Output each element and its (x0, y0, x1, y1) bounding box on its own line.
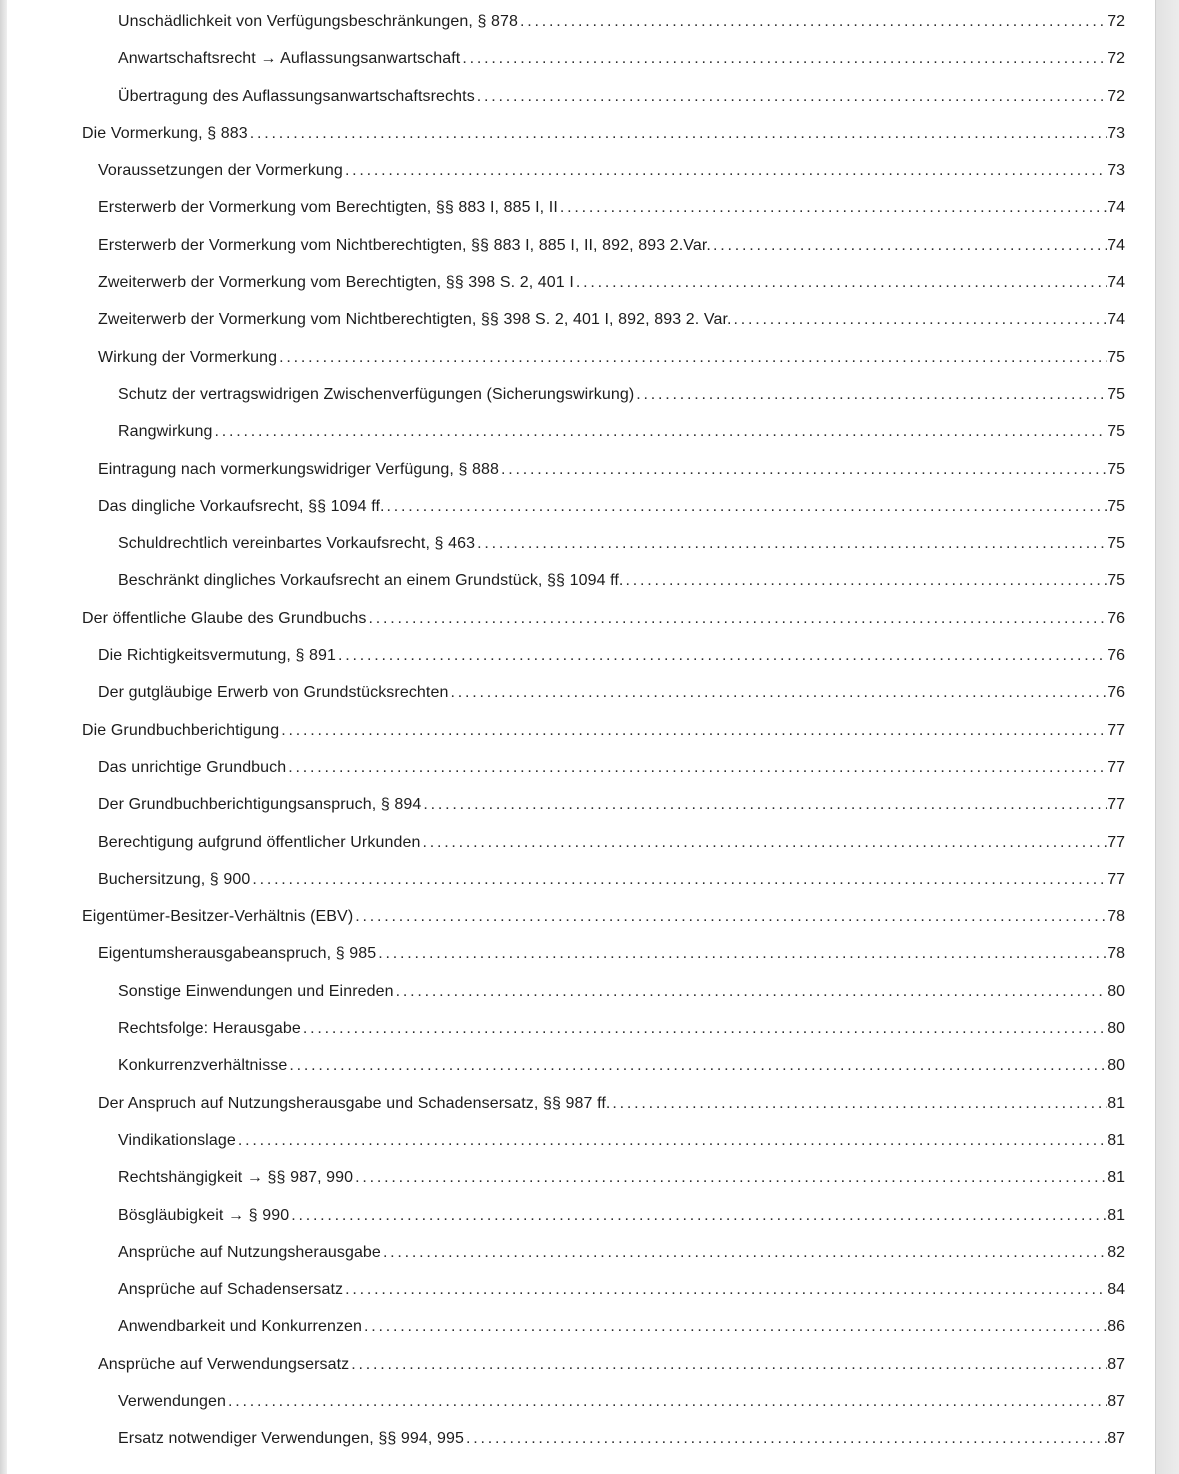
toc-entry[interactable] (82, 264, 1125, 301)
toc-entry[interactable] (82, 1271, 1125, 1308)
dot-leader (477, 525, 1107, 562)
dot-leader (279, 339, 1107, 376)
toc-entry-label: Rechtsfolge: Herausgabe (118, 1020, 301, 1038)
toc-entry[interactable] (82, 227, 1125, 264)
toc-entry-page-number: 77 (1107, 758, 1125, 776)
toc-entry-label: Übertragung des Auflassungsanwartschaftsrechts (118, 87, 475, 105)
dot-leader (383, 1234, 1107, 1271)
toc-entry-page-number: 74 (1107, 274, 1125, 292)
toc-entry-label: Ersatz notwendiger Verwendungen, §§ 994, 995 (118, 1430, 464, 1448)
toc-entry-page-number: 77 (1107, 796, 1125, 814)
toc-entry-label: Die Grundbuchberichtigung (82, 721, 280, 739)
dot-leader (625, 562, 1107, 599)
toc-entry-label: Die Richtigkeitsvermutung, § 891 (98, 647, 336, 665)
toc-entry-page-number: 75 (1107, 385, 1125, 403)
dot-leader (520, 3, 1107, 40)
dot-leader (378, 935, 1107, 972)
toc-entry[interactable] (82, 1234, 1125, 1271)
dot-leader (252, 861, 1107, 898)
toc-entry-label: Unschädlichkeit von Verfügungsbeschränkungen, § 878 (118, 13, 519, 30)
toc-entry-label: Schutz der vertragswidrigen Zwischenverfügungen (Sicherungswirkung) (118, 385, 635, 403)
toc-entry[interactable] (82, 1383, 1125, 1420)
dot-leader (477, 78, 1107, 115)
dot-leader (303, 1010, 1107, 1047)
toc-entry-page-number: 72 (1107, 87, 1125, 105)
dot-leader (422, 824, 1107, 861)
dot-leader (228, 1383, 1107, 1420)
toc-entry-label: Eigentumsherausgabeanspruch, § 985 (98, 945, 377, 963)
toc-entry-label: Zweiterwerb der Vormerkung vom Nichtberechtigten, §§ 398 S. 2, 401 I, 892, 893 2. Var. (98, 311, 732, 329)
dot-leader (612, 1085, 1107, 1122)
toc-entry-page-number: 72 (1107, 50, 1125, 68)
toc-entry-label: Eigentümer-Besitzer-Verhältnis (EBV) (82, 908, 354, 926)
toc-entry[interactable] (82, 1085, 1125, 1122)
dot-leader (462, 40, 1107, 77)
toc-entry-page-number: 80 (1107, 982, 1125, 1000)
toc-entry[interactable] (82, 935, 1125, 972)
dot-leader (636, 376, 1107, 413)
toc-entry-label: Verwendungen (118, 1392, 226, 1410)
toc-entry[interactable] (82, 786, 1125, 823)
toc-entry-label: Zweiterwerb der Vormerkung vom Berechtigten, §§ 398 S. 2, 401 I (98, 274, 574, 292)
toc-entry-page-number: 82 (1107, 1243, 1125, 1261)
toc-entry-label: Berechtigung aufgrund öffentlicher Urkunden (98, 833, 421, 851)
toc-entry-page-number: 76 (1107, 684, 1125, 702)
toc-entry-page-number: 75 (1107, 348, 1125, 366)
toc-entry[interactable] (82, 674, 1125, 711)
toc-entry[interactable] (82, 152, 1125, 189)
toc-entry-page-number: 87 (1107, 1392, 1125, 1410)
toc-entry-label: Schuldrechtlich vereinbartes Vorkaufsrecht, § 463 (118, 535, 476, 553)
toc-entry-page-number: 75 (1107, 572, 1125, 590)
dot-leader (345, 1271, 1107, 1308)
dot-leader (450, 674, 1107, 711)
dot-leader (351, 1346, 1107, 1383)
toc-entry[interactable] (82, 189, 1125, 226)
dot-leader (396, 973, 1108, 1010)
toc-entry[interactable] (82, 712, 1125, 749)
dot-leader (713, 227, 1107, 264)
toc-entry-label: Rangwirkung (118, 423, 213, 441)
dot-leader (364, 1308, 1107, 1345)
toc-entry-label: Ansprüche auf Schadensersatz (118, 1281, 344, 1299)
toc-entry-page-number: 81 (1107, 1094, 1125, 1112)
toc-entry-page-number: 75 (1107, 460, 1125, 478)
toc-entry-label: Buchersitzung, § 900 (98, 870, 251, 888)
toc-entry-page-number: 72 (1107, 13, 1125, 30)
toc-entry-page-number: 84 (1107, 1281, 1125, 1299)
toc-entry[interactable] (82, 749, 1125, 786)
toc-entry[interactable] (82, 600, 1125, 637)
toc-entry[interactable] (82, 78, 1125, 115)
toc-entry[interactable] (82, 488, 1125, 525)
toc-entry[interactable] (82, 1047, 1125, 1084)
toc-entry-page-number: 81 (1107, 1131, 1125, 1149)
toc-entry[interactable] (82, 525, 1125, 562)
dot-leader (501, 451, 1107, 488)
toc-entry[interactable] (82, 40, 1125, 77)
toc-entry-page-number: 75 (1107, 497, 1125, 515)
toc-entry-label: Der gutgläubige Erwerb von Grundstücksrechten (98, 684, 449, 702)
toc-entry[interactable] (82, 115, 1125, 152)
toc-entry-page-number: 77 (1107, 833, 1125, 851)
toc-entry-page-number: 80 (1107, 1057, 1125, 1075)
toc-entry[interactable] (82, 637, 1125, 674)
toc-entry-page-number: 74 (1107, 236, 1125, 254)
toc-entry-label: Ersterwerb der Vormerkung vom Nichtberechtigten, §§ 883 I, 885 I, II, 892, 893 2.Var. (98, 236, 711, 254)
toc-entry-label: Rechtshängigkeit → §§ 987, 990 (118, 1169, 354, 1187)
toc-entry[interactable] (82, 1159, 1125, 1196)
toc-entry-label: Das unrichtige Grundbuch (98, 758, 287, 776)
viewer-left-edge (0, 0, 7, 1474)
toc-entry-label: Eintragung nach vormerkungswidriger Verfügung, § 888 (98, 460, 499, 478)
toc-entry[interactable] (82, 1010, 1125, 1047)
dot-leader (288, 749, 1107, 786)
dot-leader (466, 1420, 1107, 1457)
toc-entry-label: Wirkung der Vormerkung (98, 348, 278, 366)
toc-entry-page-number: 74 (1107, 311, 1125, 329)
dot-leader (355, 898, 1107, 935)
toc-entry[interactable] (82, 413, 1125, 450)
dot-leader (560, 189, 1107, 226)
toc-entry-label: Vindikationslage (118, 1131, 236, 1149)
dot-leader (734, 301, 1108, 338)
dot-leader (387, 488, 1108, 525)
toc-entry-label: Der Grundbuchberichtigungsanspruch, § 894 (98, 796, 422, 814)
toc-entry-label: Ansprüche auf Verwendungsersatz (98, 1355, 350, 1373)
dot-leader (214, 413, 1107, 450)
dot-leader (291, 1197, 1107, 1234)
toc-entry-page-number: 75 (1107, 535, 1125, 553)
toc-entry[interactable] (82, 562, 1125, 599)
dot-leader (423, 786, 1107, 823)
toc-entry-page-number: 77 (1107, 721, 1125, 739)
toc-entry-label: Der Anspruch auf Nutzungsherausgabe und Schadensersatz, §§ 987 ff. (98, 1094, 611, 1112)
toc-entry[interactable] (82, 376, 1125, 413)
toc-entry-label: Die Vormerkung, § 883 (82, 124, 248, 142)
toc-entry-page-number: 77 (1107, 870, 1125, 888)
toc-entry[interactable] (82, 973, 1125, 1010)
toc-entry-label: Ersterwerb der Vormerkung vom Berechtigten, §§ 883 I, 885 I, II (98, 199, 558, 217)
toc-entry-label: Anwartschaftsrecht → Auflassungsanwartschaft (118, 50, 461, 68)
dot-leader (281, 712, 1107, 749)
toc-entry[interactable] (82, 301, 1125, 338)
toc-entry-page-number: 73 (1107, 124, 1125, 142)
toc-entry[interactable] (82, 339, 1125, 376)
toc-entry-page-number: 75 (1107, 423, 1125, 441)
dot-leader (368, 600, 1107, 637)
toc-entry-label: Voraussetzungen der Vormerkung (98, 162, 343, 180)
toc-entry-page-number: 76 (1107, 609, 1125, 627)
toc-entry[interactable] (82, 824, 1125, 861)
toc-entry[interactable] (82, 1308, 1125, 1345)
toc-entry[interactable] (82, 1346, 1125, 1383)
toc-entry-label: Ansprüche auf Nutzungsherausgabe (118, 1243, 381, 1261)
dot-leader (289, 1047, 1107, 1084)
toc-entry[interactable] (82, 1122, 1125, 1159)
toc-entry-page-number: 87 (1107, 1430, 1125, 1448)
toc-entry-label: Das dingliche Vorkaufsrecht, §§ 1094 ff. (98, 497, 385, 515)
toc-entry-page-number: 80 (1107, 1020, 1125, 1038)
dot-leader (355, 1159, 1107, 1196)
toc-entry[interactable] (82, 898, 1125, 935)
toc-entry-label: Anwendbarkeit und Konkurrenzen (118, 1318, 363, 1336)
toc-entry[interactable] (82, 861, 1125, 898)
toc-entry-page-number: 81 (1107, 1169, 1125, 1187)
toc-entry-page-number: 86 (1107, 1318, 1125, 1336)
toc-entry-page-number: 74 (1107, 199, 1125, 217)
table-of-contents (82, 3, 1125, 1458)
toc-entry[interactable] (82, 451, 1125, 488)
viewer-right-edge (1155, 0, 1179, 1474)
toc-entry-page-number: 87 (1107, 1355, 1125, 1373)
toc-entry[interactable] (82, 3, 1125, 40)
toc-entry-label: Der öffentliche Glaube des Grundbuchs (82, 609, 367, 627)
toc-entry-label: Sonstige Einwendungen und Einreden (118, 982, 394, 1000)
toc-entry[interactable] (82, 1197, 1125, 1234)
dot-leader (250, 115, 1107, 152)
dot-leader (576, 264, 1107, 301)
toc-entry[interactable] (82, 1420, 1125, 1457)
toc-entry-page-number: 78 (1107, 945, 1125, 963)
toc-entry-page-number: 76 (1107, 647, 1125, 665)
dot-leader (238, 1122, 1107, 1159)
toc-entry-page-number: 81 (1107, 1206, 1125, 1224)
toc-entry-label: Konkurrenzverhältnisse (118, 1057, 288, 1075)
dot-leader (338, 637, 1107, 674)
toc-entry-page-number: 78 (1107, 908, 1125, 926)
toc-entry-label: Beschränkt dingliches Vorkaufsrecht an einem Grundstück, §§ 1094 ff. (118, 572, 624, 590)
dot-leader (345, 152, 1107, 189)
toc-entry-label: Bösgläubigkeit → § 990 (118, 1206, 290, 1224)
toc-entry-page-number: 73 (1107, 162, 1125, 180)
